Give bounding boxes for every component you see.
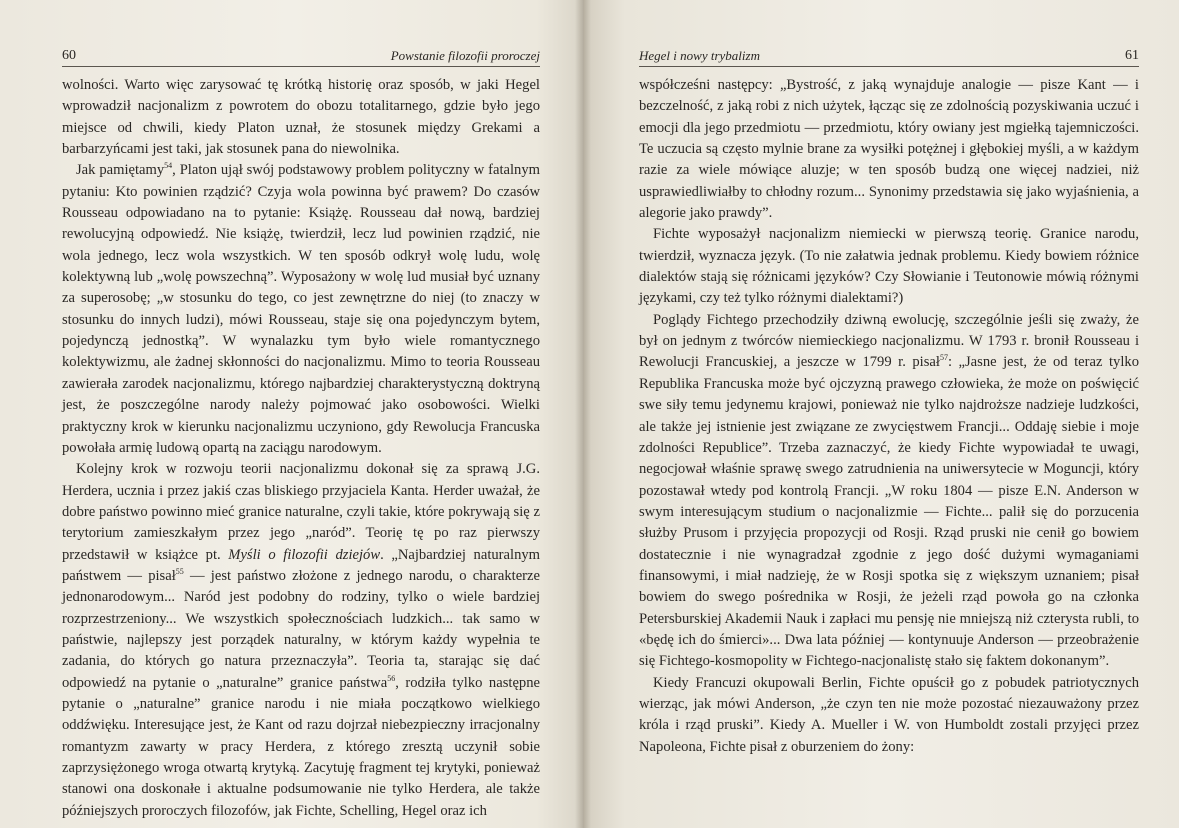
paragraph	[639, 673, 1139, 758]
paragraph	[62, 160, 540, 459]
left-running-head	[62, 44, 540, 67]
right-page	[583, 0, 1179, 828]
footnote-ref: 56	[387, 673, 396, 683]
footnote-ref: 54	[164, 161, 173, 171]
left-page	[0, 0, 583, 828]
left-body-text	[62, 75, 540, 822]
text-run: współcześni następcy: „Bystrość, z jaką wynajduje analogie — pisze Kant — i bezczelność, z jaką robi z nich użytek, łącząc się ze zdolnością pozyskiwania uczuć i emocji dla jego przedmiotu — przedmiotu, który owiany jest mgiełką tajemniczości. Te uczucia są często mylnie brane za wysiłki potężnej i głębokiej myśli, a w każdym razie za wiele mówiące aluzje; w ten sposób budzą one więcej nadziei, niż usprawiedliwiałby to chłodny rozum... Synonimy przedstawia się jako wyjaśnienia, a alegorie jako prawdy”.	[639, 77, 1139, 222]
book-gutter-shadow	[575, 0, 591, 828]
right-body-text	[639, 75, 1139, 758]
right-page-number: 61	[1125, 48, 1139, 63]
text-run: Poglądy Fichtego przechodziły dziwną ewolucję, szczególnie jeśli się zważy, że był on jednym z twórców niemieckiego nacjonalizmu. W 1793 r. bronił Rousseau i Rewolucji Francuskiej, a jeszcze w 1799 r. pisał	[639, 311, 1139, 371]
paragraph	[639, 75, 1139, 224]
left-page-number: 60	[62, 48, 76, 63]
text-run: , rodziła tylko następne pytanie o „naturalne” granice narodu i nie miała początkowo wielkiego oddźwięku. Interesujące jest, że Kant od razu dojrzał niebezpieczny irracjonalny romantyzm zawarty w pracy Herdera, z którego zresztą uczynił sobie zaprzysiężonego wroga otwartą krytyką. Zacytuję fragment tej krytyki, ponieważ stanowi ona doskonałe i aktualne podsumowanie nie tylko Herdera, ale także późniejszych proroczych filozofów, jak Fichte, Schelling, Hegel oraz ich	[62, 674, 540, 819]
paragraph	[639, 310, 1139, 673]
paragraph	[62, 75, 540, 160]
book-title: Myśli o filozofii dziejów	[228, 546, 381, 563]
footnote-ref: 55	[175, 567, 184, 577]
text-run: Kiedy Francuzi okupowali Berlin, Fichte opuścił go z pobudek patriotycznych wierząc, jak mówi Anderson, „że czyn ten nie może pozostać niezauważony przez króla i rząd pruski”. Kiedy A. Mueller i W. von Humboldt zostali przyjęci przez Napoleona, Fichte pisał z oburzeniem do żony:	[639, 674, 1139, 755]
text-run: — jest państwo złożone z jednego narodu, o charakterze jednonarodowym... Naród jest podobny do rodziny, tylko o wiele bardziej rozprzestrzeniony... We wszystkich społecznościach ludzkich... tak samo w państwie, najlepszy jest porządek naturalny, w którym każdy wypełnia te zadania, do których go natura przeznaczyła”. Teoria ta, starając się dać odpowiedź na pytanie o „naturalne” granice państwa	[62, 567, 540, 691]
text-run: Fichte wyposażył nacjonalizm niemiecki w pierwszą teorię. Granice narodu, twierdził, wyznacza język. (To nie załatwia jednak problemu. Kiedy bowiem różnice dialektów stają się różnicami języków? Czy Słowianie i Teutonowie mówią różnymi językami, czy też tylko różnymi dialektami?)	[639, 226, 1139, 307]
text-run: wolności. Warto więc zarysować tę krótką historię oraz sposób, w jaki Hegel wprowadził nacjonalizm z powrotem do obozu totalitarnego, gdzie było jego miejsce od chwili, kiedy Platon uznał, że stosunek między Grekami a barbarzyńcami jest taki, jak stosunek pana do niewolnika.	[62, 77, 540, 158]
text-run: , Platon ujął swój podstawowy problem polityczny w fatalnym pytaniu: Kto powinien rządzić? Czyja wola powinna być prawem? Do czasów Rousseau odpowiadano na to pytanie: Książę. Rousseau dał nową, bardziej rewolucyjną odpowiedź. Nie książę, twierdził, lecz lud powinien rządzić, nie wola jednego, lecz wola wszystkich. W ten sposób odkrył wolę ludu, wolę kolektywną lub „wolę powszechną”. Wyposażony w wolę lud musiał być uznany za superosobę; „w stosunku do tego, co jest zewnętrzne do niej (to znaczy w stosunku do innych ludzi), mówi Rousseau, staje się ona pojedynczym bytem, pojedynczą jednostką”. W wynalazku tym było wiele romantycznego kolektywizmu, ale żadnej skłonności do nacjonalizmu. Mimo to teoria Rousseau zawierała zarodek nacjonalizmu, którego najbardziej charakterystyczną doktryną jest, że poszczególne narody należy pojmować jako osobowości. Wielki praktyczny krok w kierunku nacjonalizmu uczyniono, gdy Rewolucja Francuska powołała armię ludową opartą na zaciągu narodowym.	[62, 162, 540, 456]
text-run: Jak pamiętamy	[76, 162, 165, 179]
text-run: Kolejny krok w rozwoju teorii nacjonalizmu dokonał się za sprawą J.G. Herdera, ucznia i przez jakiś czas bliskiego przyjaciela Kanta. Herder uważał, że dobre państwo powinno mieć granice naturalne, czyli takie, które pokrywają się z terytorium zamieszkałym przez jego „naród”. Teorię tę po raz pierwszy przedstawił w książce pt.	[62, 461, 540, 563]
text-run: . „Najbardziej naturalnym państwem — pisał	[62, 546, 541, 584]
text-run: : „Jasne jest, że od teraz tylko Republika Francuska może być ojczyzną prawego człowieka, że może on poświęcić swe siły temu jedynemu krajowi, ponieważ nie tylko najdroższe nadzieje ludzkości, ale także jej istnienie jest związane ze zwycięstwem Francji... Oddaję siebie i moje zdolności Republice”. Trzeba zaznaczyć, że kiedy Fichte wypowiadał te uwagi, negocjował właśnie sprawę swego zatrudnienia na uniwersytecie w Moguncji, który pozostawał wtedy pod kontrolą Francji. „W roku 1804 — pisze E.N. Anderson w swym interesującym studium o nacjonalizmie — Fichte... palił się do porzucenia służby Prusom i przyjęcia propozycji od Rosji. Rząd pruski nie cenił go bowiem dostatecznie i nie wynagradzał zgodnie z jego dość dużymi wymaganiami finansowymi, i miał nadzieję, że w Rosji spotka się z większym uznaniem; pisał bowiem do swego pośrednika w Rosji, że jeżeli rząd powoła go na członka Petersburskiej Akademii Nauk i zapłaci mu pensję nie mniejszą niż czterysta rubli, to «będę ich do śmierci»... Dwa lata później — kontynuuje Anderson — przeobrażenie się Fichtego-kosmopolity w Fichtego-nacjonalistę stało się faktem dokonanym”.	[639, 354, 1139, 670]
paragraph	[639, 224, 1139, 309]
right-running-title: Hegel i nowy trybalizm	[639, 48, 760, 63]
left-running-title: Powstanie filozofii proroczej	[390, 48, 540, 63]
paragraph	[62, 459, 540, 822]
right-running-head	[639, 44, 1139, 67]
footnote-ref: 57	[939, 353, 948, 363]
